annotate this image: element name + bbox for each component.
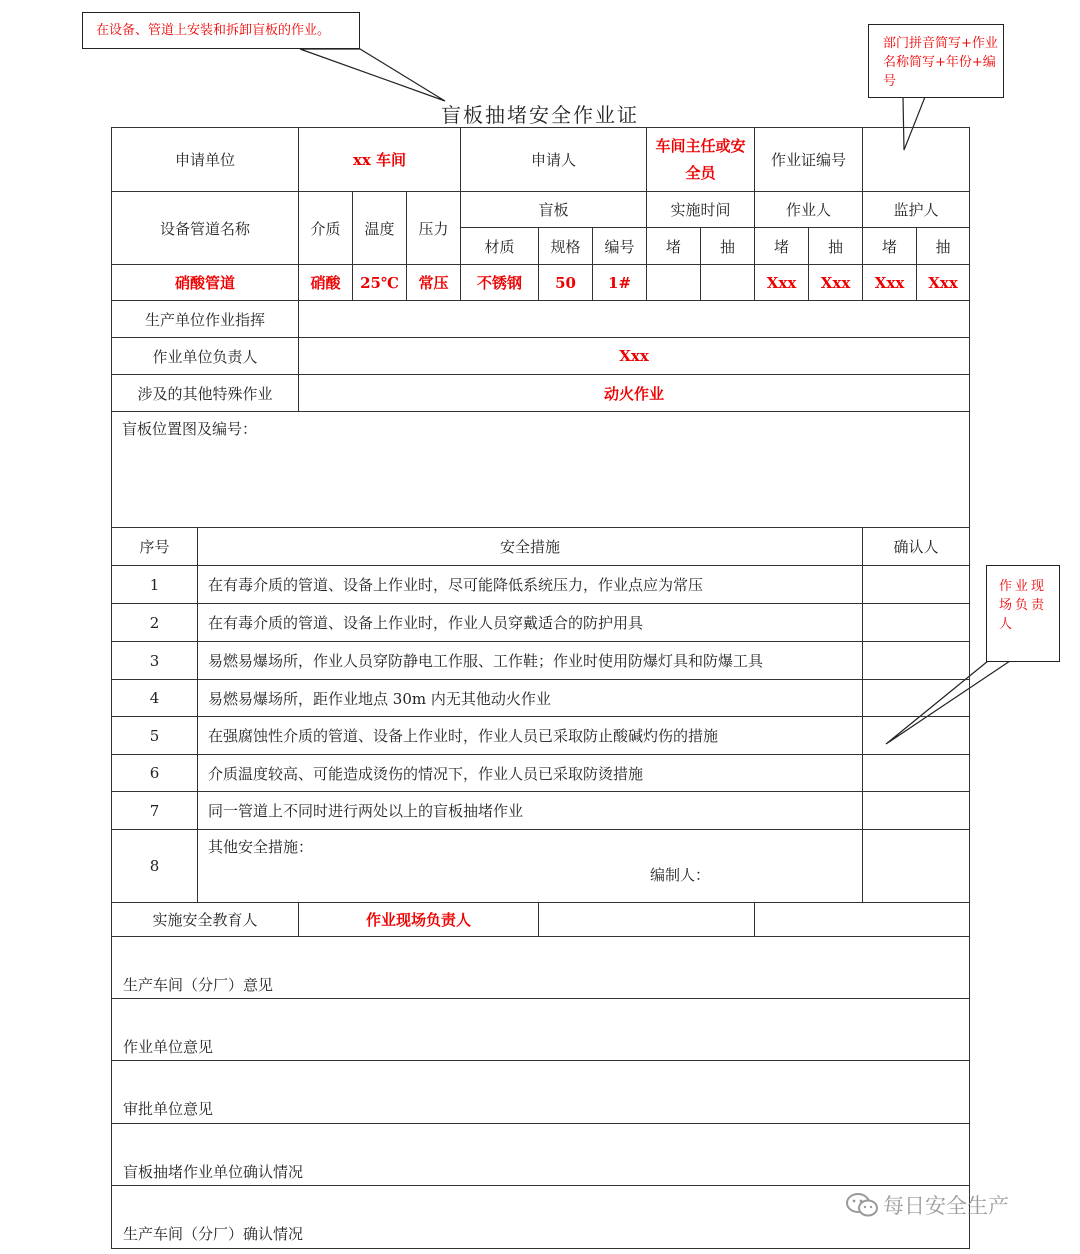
- opinion-label: 审批单位意见: [123, 1100, 214, 1118]
- education-cell-3[interactable]: [755, 903, 970, 937]
- col-spec: 规格: [539, 228, 593, 265]
- opinion-unit-confirm[interactable]: [112, 1124, 970, 1186]
- cell-medium[interactable]: 硝酸: [299, 265, 353, 301]
- opinion-label: 作业单位意见: [123, 1037, 214, 1056]
- measure-text: 同一管道上不同时进行两处以上的盲板抽堵作业: [198, 792, 863, 830]
- measure-confirm[interactable]: [863, 717, 970, 755]
- measures-seq-header: 序号: [112, 528, 198, 566]
- opinion-workshop-confirm[interactable]: [112, 1186, 970, 1249]
- cell-spec[interactable]: 50: [539, 265, 593, 301]
- cell-equip-name[interactable]: 硝酸管道: [112, 265, 299, 301]
- measure-seq: 7: [112, 792, 198, 830]
- cell-worker-block[interactable]: Xxx: [755, 265, 809, 301]
- education-cell-2[interactable]: [539, 903, 755, 937]
- note-site-leader: 作业现场负责人: [986, 565, 1060, 662]
- col-medium: 介质: [299, 192, 353, 265]
- measure-seq: 5: [112, 717, 198, 755]
- applicant-value: 车间主任或安全员: [647, 128, 755, 192]
- measure-seq: 2: [112, 604, 198, 642]
- measure-row: [112, 566, 970, 604]
- note-top: 在设备、管道上安装和拆卸盲板的作业。: [82, 12, 360, 49]
- cell-number[interactable]: 1#: [593, 265, 647, 301]
- commander-value[interactable]: [299, 301, 970, 338]
- col-equip-name: 设备管道名称: [112, 192, 299, 265]
- measure-confirm[interactable]: [863, 604, 970, 642]
- col-time: 实施时间: [647, 192, 755, 228]
- apply-unit-label: 申请单位: [112, 128, 299, 192]
- cell-guardian-block[interactable]: Xxx: [863, 265, 917, 301]
- measure-row: [112, 642, 970, 680]
- measure-confirm[interactable]: [863, 680, 970, 717]
- measure-row: [112, 792, 970, 830]
- col-temp: 温度: [353, 192, 407, 265]
- cert-no-value[interactable]: [863, 128, 970, 192]
- cell-worker-pull[interactable]: Xxx: [809, 265, 863, 301]
- note-cert-number: 部门拼音简写+作业名称简写+年份+编号: [868, 24, 1004, 98]
- col-number: 编号: [593, 228, 647, 265]
- col-worker-block: 堵: [755, 228, 809, 265]
- measure-confirm[interactable]: [863, 755, 970, 792]
- cell-pressure[interactable]: 常压: [407, 265, 461, 301]
- compiler-label: 编制人：: [650, 866, 711, 884]
- opinion-approval[interactable]: [112, 1061, 970, 1124]
- measure-confirm[interactable]: [863, 642, 970, 680]
- measures-text-header: 安全措施: [198, 528, 863, 566]
- measure-row: [112, 604, 970, 642]
- col-blind: 盲板: [461, 192, 647, 228]
- col-guardian: 监护人: [863, 192, 970, 228]
- measure-row: [112, 717, 970, 755]
- apply-unit-value: xx 车间: [299, 128, 461, 192]
- measure-confirm[interactable]: [863, 792, 970, 830]
- opinion-work-unit[interactable]: [112, 999, 970, 1061]
- col-worker: 作业人: [755, 192, 863, 228]
- measure-row: [112, 680, 970, 717]
- applicant-label: 申请人: [461, 128, 647, 192]
- wechat-icon: [845, 1192, 879, 1223]
- cell-time-pull[interactable]: [701, 265, 755, 301]
- blind-position-area[interactable]: [112, 412, 970, 528]
- cert-no-label: 作业证编号: [755, 128, 863, 192]
- opinion-label: 生产车间（分厂）意见: [123, 975, 274, 994]
- measure-seq: 8: [112, 830, 198, 903]
- other-work-value[interactable]: 动火作业: [299, 375, 970, 412]
- measure-seq: 4: [112, 680, 198, 717]
- permit-form: [111, 127, 970, 1249]
- measure-seq: 3: [112, 642, 198, 680]
- measure-confirm[interactable]: [863, 566, 970, 604]
- measure-row: [112, 755, 970, 792]
- watermark: [845, 1190, 1009, 1223]
- watermark-text: 每日安全生产: [883, 1194, 1009, 1218]
- measures-confirm-header: 确认人: [863, 528, 970, 566]
- col-worker-pull: 抽: [809, 228, 863, 265]
- measure-row-other: [112, 830, 970, 903]
- measure-text: 在有毒介质的管道、设备上作业时，尽可能降低系统压力，作业点应为常压: [198, 566, 863, 604]
- measure-text: 在有毒介质的管道、设备上作业时，作业人员穿戴适合的防护用具: [198, 604, 863, 642]
- other-work-label: 涉及的其他特殊作业: [112, 375, 299, 412]
- measure-text-other[interactable]: [198, 830, 863, 903]
- col-material: 材质: [461, 228, 539, 265]
- leader-value[interactable]: Xxx: [299, 338, 970, 375]
- other-measures-label: 其他安全措施：: [208, 838, 314, 856]
- blind-position-label: 盲板位置图及编号：: [122, 420, 258, 438]
- opinion-label: 生产车间（分厂）确认情况: [123, 1225, 304, 1243]
- cell-time-block[interactable]: [647, 265, 701, 301]
- measure-text: 易燃易爆场所，距作业地点 30m 内无其他动火作业: [198, 680, 863, 717]
- measure-text: 介质温度较高、可能造成烫伤的情况下，作业人员已采取防烫措施: [198, 755, 863, 792]
- measure-text: 在强腐蚀性介质的管道、设备上作业时，作业人员已采取防止酸碱灼伤的措施: [198, 717, 863, 755]
- col-time-block: 堵: [647, 228, 701, 265]
- col-pressure: 压力: [407, 192, 461, 265]
- measure-text: 易燃易爆场所，作业人员穿防静电工作服、工作鞋；作业时使用防爆灯具和防爆工具: [198, 642, 863, 680]
- col-time-pull: 抽: [701, 228, 755, 265]
- opinion-label: 盲板抽堵作业单位确认情况: [123, 1162, 304, 1181]
- leader-label: 作业单位负责人: [112, 338, 299, 375]
- cell-material[interactable]: 不锈钢: [461, 265, 539, 301]
- education-label: 实施安全教育人: [112, 903, 299, 937]
- education-value[interactable]: 作业现场负责人: [299, 903, 539, 937]
- cell-guardian-pull[interactable]: Xxx: [917, 265, 970, 301]
- measure-seq: 6: [112, 755, 198, 792]
- opinion-workshop[interactable]: [112, 937, 970, 999]
- cell-temp[interactable]: 25℃: [353, 265, 407, 301]
- page-title: 盲板抽堵安全作业证: [441, 103, 639, 127]
- col-guardian-block: 堵: [863, 228, 917, 265]
- measure-confirm[interactable]: [863, 830, 970, 903]
- commander-label: 生产单位作业指挥: [112, 301, 299, 338]
- measure-seq: 1: [112, 566, 198, 604]
- col-guardian-pull: 抽: [917, 228, 970, 265]
